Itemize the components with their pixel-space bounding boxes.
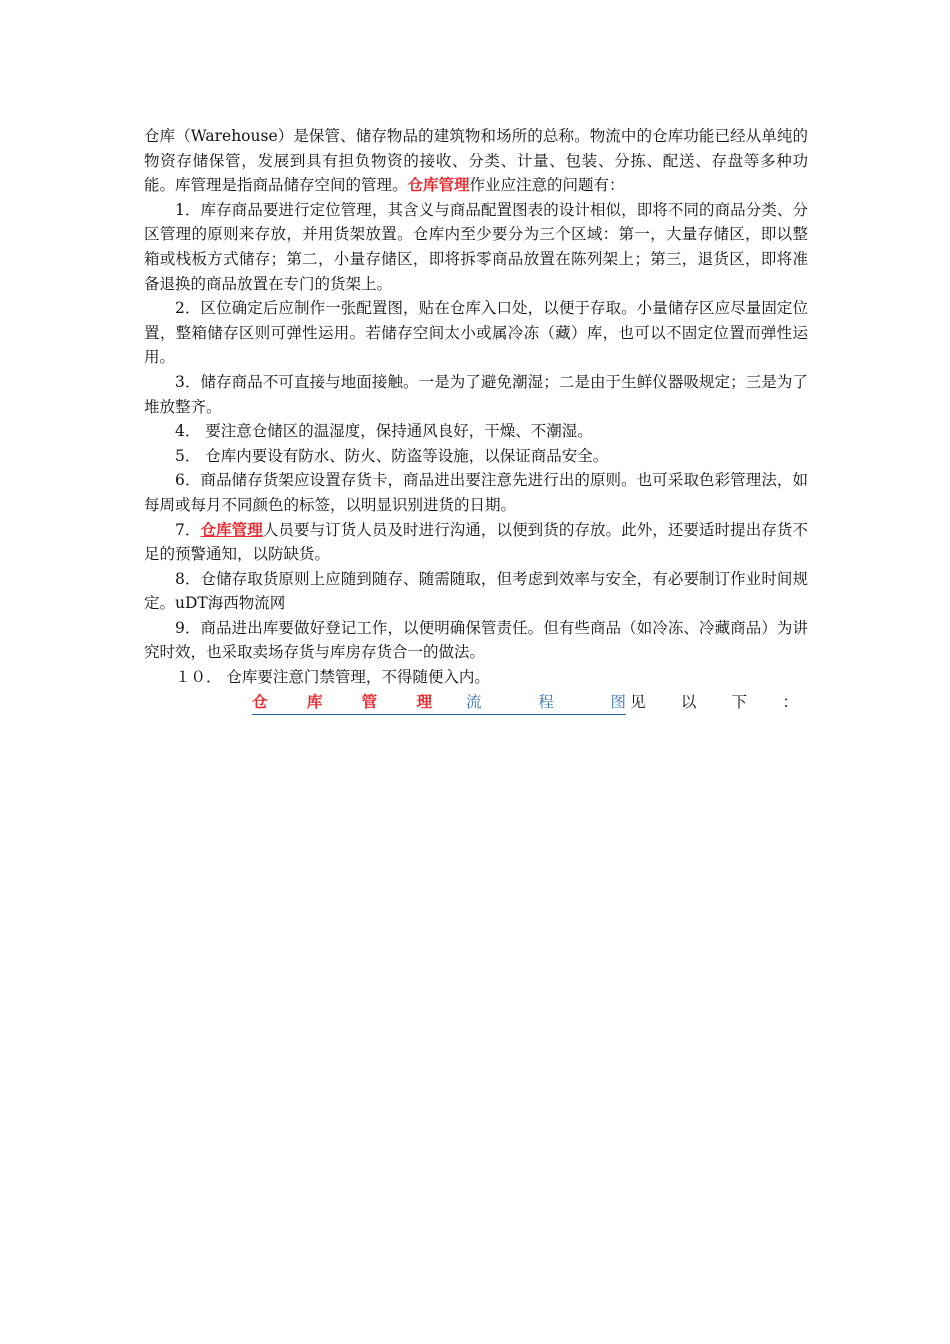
caption-char: 流	[466, 692, 482, 711]
intro-text-a: 仓库（Warehouse）是保管、储存物品的建筑物和场所的总称。物流中的仓库功能已经从单纯的物资存储保管，发展到具有担负物资的接收、分类、计量、包装、分拣、配送、存盘等多种功能。库管理是指商品储存空间的管理。	[144, 127, 808, 195]
list-item-9: 9．商品进出库要做好登记工作，以便明确保管责任。但有些商品（如冷冻、冷藏商品）为讲究时效，也采取卖场存货与库房存货合一的做法。	[144, 618, 808, 662]
caption-char: 管	[361, 691, 378, 711]
item7-prefix: 7．	[175, 520, 201, 539]
caption-char: 仓	[252, 691, 268, 711]
list-item-7	[144, 518, 808, 567]
caption-underline-gap	[432, 690, 466, 715]
caption-warehouse-management[interactable]	[252, 690, 432, 716]
caption-char: 程	[538, 692, 554, 711]
caption-see-below	[630, 690, 798, 715]
list-item-5: 5． 仓库内要设有防水、防火、防盗等设施，以保证商品安全。	[175, 446, 609, 465]
caption-char: 见	[630, 692, 646, 711]
list-item-1: 1．库存商品要进行定位管理，其含义与商品配置图表的设计相似，即将不同的商品分类、分区管理的原则来存放，并用货架放置。仓库内至少要分为三个区域：第一，大量存储区，即以整箱或栈板方式储存；第二，小量存储区，即将拆零商品放置在陈列架上；第三，退货区，即将准备退换的商品放置在专门的货架上。	[144, 200, 808, 293]
item7-text: 人员要与订货人员及时进行沟通，以便到货的存放。此外，还要适时提出存货不足的预警通知，以防缺货。	[144, 520, 808, 564]
list-item-3: 3．储存商品不可直接与地面接触。一是为了避免潮湿；二是由于生鲜仪器吸规定；三是为了堆放整齐。	[144, 372, 808, 416]
caption-flowchart-link[interactable]	[466, 690, 626, 716]
intro-highlight: 仓库管理	[407, 175, 470, 195]
intro-paragraph	[144, 124, 808, 198]
caption-char: ：	[782, 692, 798, 711]
list-item-6: 6．商品储存货架应设置存货卡，商品进出要注意先进行出的原则。也可采取色彩管理法，如每周或每月不同颜色的标签，以明显识别进货的日期。	[144, 471, 808, 514]
list-item-10: １０． 仓库要注意门禁管理，不得随便入内。	[175, 668, 490, 687]
caption-char: 下	[731, 692, 748, 711]
list-item-8: 8．仓储存取货原则上应随到随存、随需随取，但考虑到效率与安全，有必要制订作业时间规定。uDT海西物流网	[144, 569, 808, 613]
flowchart-caption-line	[144, 690, 808, 715]
caption-char: 理	[416, 691, 432, 711]
caption-char: 库	[306, 691, 323, 711]
list-item-2: 2．区位确定后应制作一张配置图，贴在仓库入口处，以便于存取。小量储存区应尽量固定位置，整箱储存区则可弹性运用。若储存空间太小或属冷冻（藏）库，也可以不固定位置而弹性运用。	[144, 299, 808, 367]
caption-char: 以	[680, 692, 697, 711]
intro-text-b: 作业应注意的问题有：	[469, 176, 625, 195]
document-body	[144, 124, 808, 715]
item7-highlight-link[interactable]: 仓库管理	[200, 519, 263, 539]
caption-char: 图	[610, 692, 626, 711]
list-item-4: 4． 要注意仓储区的温湿度，保持通风良好，干燥、不潮湿。	[175, 422, 593, 441]
